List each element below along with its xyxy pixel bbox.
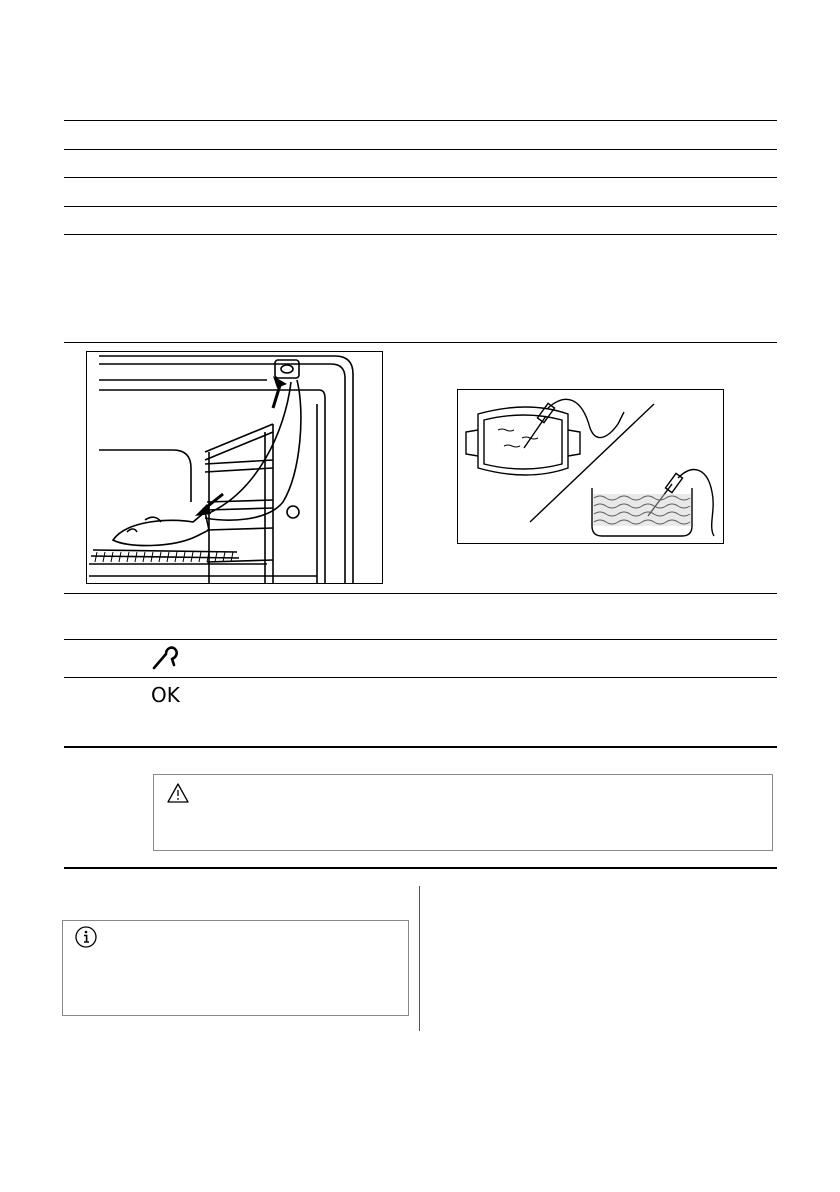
table-bottom-rule: [64, 867, 777, 869]
warning-box: [153, 774, 773, 851]
warning-triangle-icon: [166, 782, 190, 804]
info-icon: [74, 925, 98, 949]
table-row-rule: [64, 593, 777, 594]
probe-icon: [150, 643, 180, 671]
oven-probe-figure: [86, 351, 383, 584]
table-row-rule: [64, 206, 777, 207]
column-divider: [419, 886, 420, 1031]
table-row-rule: [64, 639, 777, 640]
table-row-rule: [64, 342, 777, 343]
ok-button-symbol: OK: [151, 683, 180, 707]
table-row-rule: [64, 234, 777, 235]
table-section-rule: [64, 746, 777, 748]
probe-placement-figure: [457, 389, 724, 544]
table-row-rule: [64, 677, 777, 678]
table-top-rule: [64, 120, 777, 121]
table-row-rule: [64, 177, 777, 178]
table-row-rule: [64, 149, 777, 150]
info-box: [62, 920, 409, 1016]
